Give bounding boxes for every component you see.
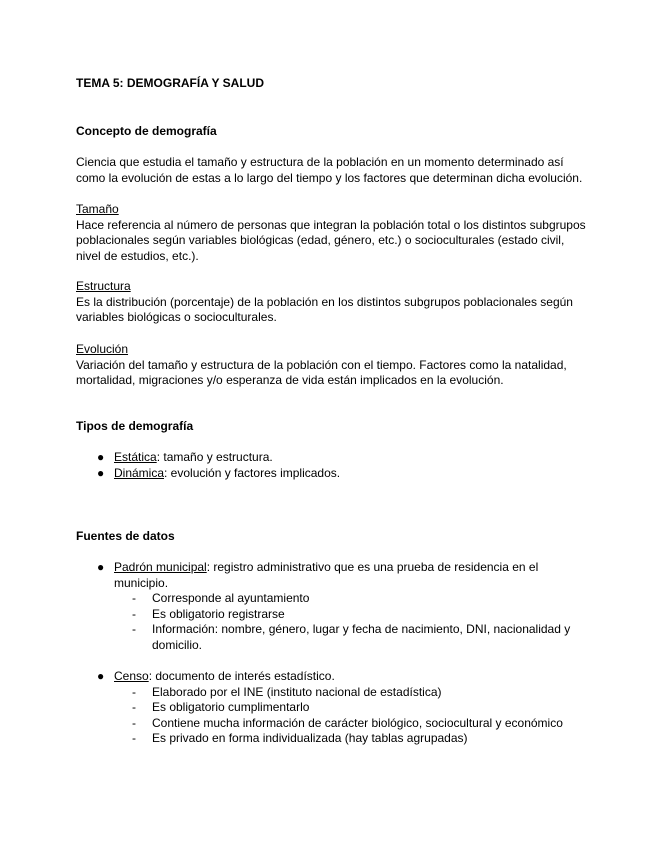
dash-icon: -: [132, 606, 136, 621]
list-item-estatica: [76, 450, 586, 466]
desc-estatica: : tamaño y estructura.: [156, 450, 273, 464]
dash-icon: -: [132, 684, 136, 699]
desc-dinamica: : evolución y factores implicados.: [164, 465, 341, 480]
dash-icon: -: [132, 591, 136, 605]
sublist-item-text: Información: nombre, género, lugar y fecha de nacimiento, DNI, nacionalidad y domicilio.: [152, 622, 571, 652]
paragraph-evolucion: Variación del tamaño y estructura de la población con el tiempo. Factores como la natalidad, mortalidad, migraciones y/o esperanza de vida están implicados en la evolución.: [76, 357, 567, 387]
sublist-item: [114, 591, 586, 607]
subheading-tamano: Tamaño: [76, 202, 119, 216]
sublist-item: [114, 731, 586, 747]
list-item-padron: [76, 560, 586, 653]
page-title: TEMA 5: DEMOGRAFÍA Y SALUD: [76, 76, 265, 90]
desc-padron: : registro administrativo que es una prueba de residencia en el municipio.: [114, 560, 539, 590]
section-heading-fuentes: Fuentes de datos: [76, 529, 175, 543]
sublist-censo: [114, 685, 586, 747]
list-tipos: [76, 450, 586, 481]
term-dinamica: Dinámica: [114, 465, 165, 480]
bullet-icon: ●: [97, 560, 105, 574]
desc-censo: : documento de interés estadístico.: [148, 669, 335, 683]
bullet-icon: ●: [97, 465, 105, 480]
sublist-item: [114, 622, 586, 653]
sublist-item-text: Es obligatorio cumplimentarlo: [152, 700, 310, 714]
paragraph-intro: Ciencia que estudia el tamaño y estructura de la población en un momento determinado así como la evolución de estas a lo largo del tiempo y los factores que determinan dicha evolución.: [76, 155, 583, 185]
list-item-dinamica: [76, 466, 586, 482]
term-censo: Censo: [114, 669, 149, 683]
sublist-padron: [114, 591, 586, 653]
term-estatica: Estática: [114, 450, 157, 464]
block-estructura: [76, 279, 586, 326]
dash-icon: -: [132, 622, 136, 636]
list-fuentes-padron: [76, 560, 586, 653]
sublist-item-text: Es privado en forma individualizada (hay tablas agrupadas): [152, 731, 468, 745]
bullet-icon: ●: [97, 669, 105, 683]
block-tamano: [76, 202, 586, 264]
sublist-item-text: Elaborado por el INE (instituto nacional de estadística): [152, 684, 442, 699]
dash-icon: -: [132, 731, 136, 745]
dash-icon: -: [132, 700, 136, 714]
paragraph-tamano: Hace referencia al número de personas que integran la población total o los distintos subgrupos poblacionales según variables biológicas (edad, género, etc.) o socioculturales (estado civil, nivel de estudios, etc.).: [76, 217, 586, 263]
subheading-estructura: Estructura: [76, 279, 131, 293]
subheading-evolucion: Evolución: [76, 342, 129, 356]
paragraph-estructura: Es la distribución (porcentaje) de la población en los distintos subgrupos poblacionales según variables biológicas o socioculturales.: [76, 294, 573, 324]
sublist-item: [114, 716, 586, 732]
section-heading-tipos: Tipos de demografía: [76, 419, 194, 433]
section-heading-concepto: Concepto de demografía: [76, 124, 217, 138]
bullet-icon: ●: [97, 450, 105, 464]
list-item-censo: [76, 669, 586, 747]
block-evolucion: [76, 342, 586, 389]
term-padron: Padrón municipal: [114, 560, 207, 574]
sublist-item-text: Corresponde al ayuntamiento: [152, 591, 310, 605]
sublist-item: [114, 685, 586, 701]
sublist-item-text: Contiene mucha información de carácter biológico, sociocultural y económico: [152, 715, 563, 730]
dash-icon: -: [132, 715, 136, 730]
sublist-item: [114, 700, 586, 716]
sublist-item-text: Es obligatorio registrarse: [152, 606, 285, 621]
sublist-item: [114, 607, 586, 623]
list-fuentes-censo: [76, 669, 586, 747]
